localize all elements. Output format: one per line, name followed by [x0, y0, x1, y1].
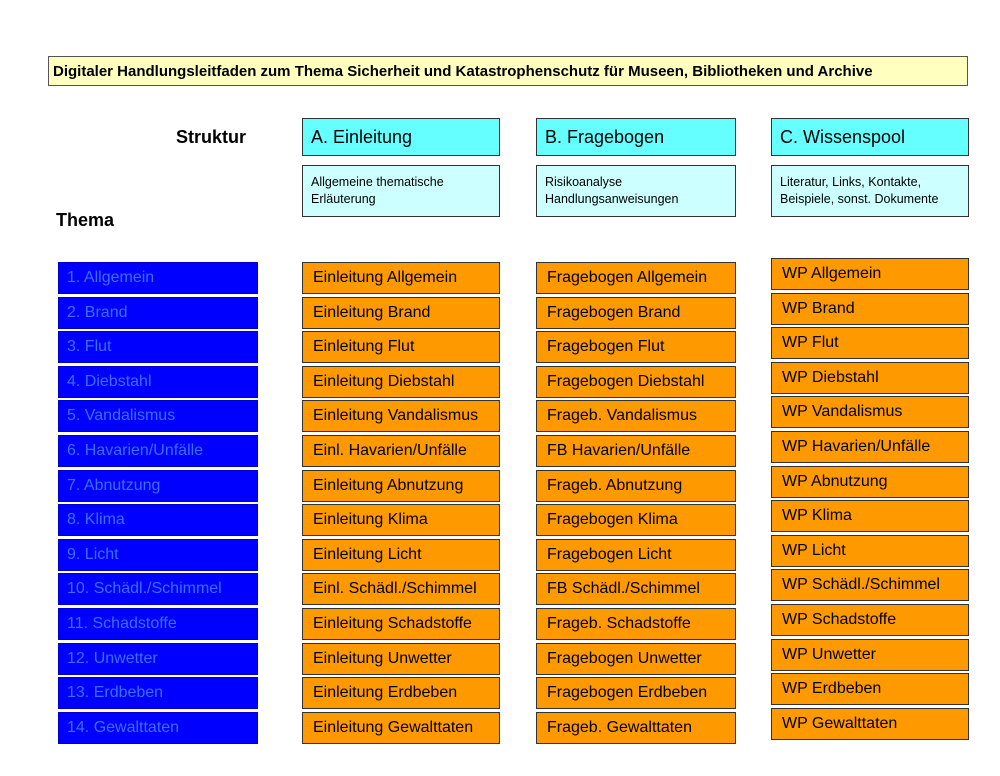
einleitung-item[interactable]: Einleitung Vandalismus: [302, 400, 500, 432]
thema-item[interactable]: 4. Diebstahl: [58, 366, 258, 398]
einleitung-item[interactable]: Einleitung Abnutzung: [302, 470, 500, 502]
einleitung-item[interactable]: Einleitung Unwetter: [302, 643, 500, 675]
wissenspool-item[interactable]: WP Havarien/Unfälle: [771, 431, 969, 463]
wissenspool-item[interactable]: WP Allgemein: [771, 258, 969, 290]
fragebogen-item[interactable]: Fragebogen Licht: [536, 539, 736, 571]
thema-item[interactable]: 8. Klima: [58, 504, 258, 536]
section-header-wissenspool[interactable]: C. Wissenspool: [771, 118, 969, 156]
section-header-fragebogen[interactable]: B. Fragebogen: [536, 118, 736, 156]
thema-item[interactable]: 11. Schadstoffe: [58, 608, 258, 640]
struktur-label: Struktur: [176, 127, 247, 147]
einleitung-item[interactable]: Einl. Havarien/Unfälle: [302, 435, 500, 467]
thema-item[interactable]: 3. Flut: [58, 331, 258, 363]
wissenspool-item[interactable]: WP Vandalismus: [771, 396, 969, 428]
thema-item[interactable]: 5. Vandalismus: [58, 400, 258, 432]
thema-item[interactable]: 2. Brand: [58, 297, 258, 329]
thema-item[interactable]: 13. Erdbeben: [58, 677, 258, 709]
section-desc-line: Risikoanalyse: [545, 175, 623, 189]
thema-item[interactable]: 1. Allgemein: [58, 262, 258, 294]
thema-item[interactable]: 9. Licht: [58, 539, 258, 571]
wissenspool-item[interactable]: WP Brand: [771, 293, 969, 325]
fragebogen-item[interactable]: FB Havarien/Unfälle: [536, 435, 736, 467]
section-desc-line: Handlungsanweisungen: [545, 192, 679, 206]
fragebogen-item[interactable]: Fragebogen Erdbeben: [536, 677, 736, 709]
fragebogen-item[interactable]: Fragebogen Klima: [536, 504, 736, 536]
section-desc-line: Beispiele, sonst. Dokumente: [780, 192, 939, 206]
section-header-einleitung[interactable]: A. Einleitung: [302, 118, 500, 156]
fragebogen-item[interactable]: Fragebogen Brand: [536, 297, 736, 329]
einleitung-item[interactable]: Einleitung Erdbeben: [302, 677, 500, 709]
wissenspool-item[interactable]: WP Schädl./Schimmel: [771, 569, 969, 601]
section-desc-line: Literatur, Links, Kontakte,: [780, 175, 922, 189]
thema-item[interactable]: 14. Gewalttaten: [58, 712, 258, 744]
thema-label: Thema: [56, 210, 115, 230]
einleitung-item[interactable]: Einleitung Flut: [302, 331, 500, 363]
section-desc-line: Allgemeine thematische: [311, 175, 444, 189]
thema-item[interactable]: 12. Unwetter: [58, 643, 258, 675]
einleitung-item[interactable]: Einleitung Schadstoffe: [302, 608, 500, 640]
thema-item[interactable]: 7. Abnutzung: [58, 470, 258, 502]
wissenspool-item[interactable]: WP Klima: [771, 500, 969, 532]
fragebogen-item[interactable]: Frageb. Abnutzung: [536, 470, 736, 502]
thema-item[interactable]: 10. Schädl./Schimmel: [58, 573, 258, 605]
wissenspool-item[interactable]: WP Abnutzung: [771, 466, 969, 498]
wissenspool-item[interactable]: WP Erdbeben: [771, 673, 969, 705]
fragebogen-item[interactable]: FB Schädl./Schimmel: [536, 573, 736, 605]
fragebogen-item[interactable]: Fragebogen Unwetter: [536, 643, 736, 675]
fragebogen-item[interactable]: Fragebogen Flut: [536, 331, 736, 363]
wissenspool-item[interactable]: WP Licht: [771, 535, 969, 567]
wissenspool-item[interactable]: WP Schadstoffe: [771, 604, 969, 636]
thema-item[interactable]: 6. Havarien/Unfälle: [58, 435, 258, 467]
einleitung-item[interactable]: Einleitung Gewalttaten: [302, 712, 500, 744]
einleitung-item[interactable]: Einl. Schädl./Schimmel: [302, 573, 500, 605]
einleitung-item[interactable]: Einleitung Klima: [302, 504, 500, 536]
section-desc-line: Erläuterung: [311, 192, 376, 206]
fragebogen-item[interactable]: Fragebogen Allgemein: [536, 262, 736, 294]
einleitung-item[interactable]: Einleitung Diebstahl: [302, 366, 500, 398]
einleitung-item[interactable]: Einleitung Licht: [302, 539, 500, 571]
section-desc-fragebogen: [536, 165, 736, 217]
fragebogen-item[interactable]: Frageb. Vandalismus: [536, 400, 736, 432]
wissenspool-item[interactable]: WP Diebstahl: [771, 362, 969, 394]
page-title: Digitaler Handlungsleitfaden zum Thema Sicherheit und Katastrophenschutz für Museen, Bibliotheken und Archive: [48, 56, 968, 86]
fragebogen-item[interactable]: Fragebogen Diebstahl: [536, 366, 736, 398]
section-desc-einleitung: [302, 165, 500, 217]
section-desc-wissenspool: [771, 165, 969, 217]
fragebogen-item[interactable]: Frageb. Schadstoffe: [536, 608, 736, 640]
wissenspool-item[interactable]: WP Unwetter: [771, 639, 969, 671]
einleitung-item[interactable]: Einleitung Brand: [302, 297, 500, 329]
wissenspool-item[interactable]: WP Gewalttaten: [771, 708, 969, 740]
einleitung-item[interactable]: Einleitung Allgemein: [302, 262, 500, 294]
fragebogen-item[interactable]: Frageb. Gewalttaten: [536, 712, 736, 744]
wissenspool-item[interactable]: WP Flut: [771, 327, 969, 359]
